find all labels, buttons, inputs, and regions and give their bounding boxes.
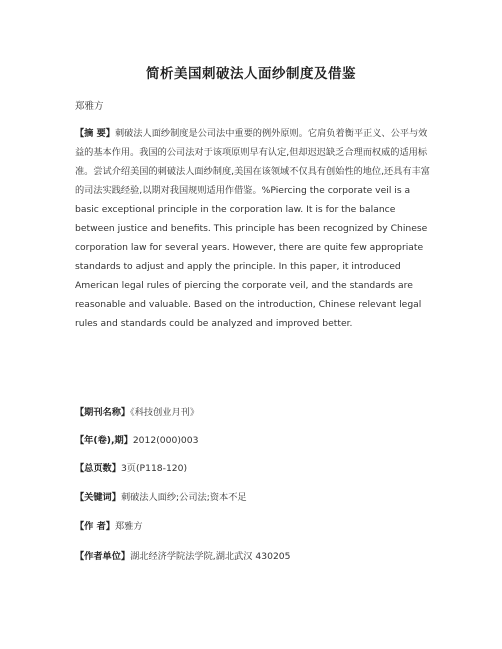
author-value: 郑雅方 [114,521,143,532]
abstract-text: 刺破法人面纱制度是公司法中重要的例外原则。它肩负着衡平正义、公平与效益的基本作用。我国的公司法对于该项原则早有认定,但却迟迟缺乏合理而权威的适用标准。尝试介绍美国的刺破法人面纱制度,美国在该领域不仅具有创始性的地位,还具有丰富的司法实践经验,以期对我国规则适用作借鉴。%Piercing the corporate veil is a basic exceptional principle in the corporation law. It is for the balance between justice and benefits. This principle has been recognized by Chinese corporation law for several years. However, there are quite few appropriate standards to adjust and apply the principle. In this paper, it introduced American legal rules of piercing the corporate veil, and the standards are reasonable and valuable. Based on the introduction, Chinese relevant legal rules and standards could be analyzed and improved better. [75,128,430,329]
journal-label: 【期刊名称】 [75,407,131,418]
affiliation-row [75,548,430,562]
keywords-label: 【关键词】 [75,492,121,503]
journal-value: 《科技创业月刊》 [130,407,200,418]
author-label: 【作 者】 [75,521,115,532]
pages-label: 【总页数】 [75,463,121,474]
keywords-row [75,489,430,503]
volume-row [75,432,430,446]
abstract-paragraph [75,124,430,333]
volume-value: 2012(000)003 [132,435,199,446]
affiliation-value: 湖北经济学院法学院,湖北武汉 430205 [130,551,291,562]
abstract-label: 【摘 要】 [75,128,115,139]
author-name: 郑雅方 [75,101,104,112]
author-row [75,518,430,532]
volume-label: 【年(卷),期】 [75,435,133,446]
pages-row [75,460,430,474]
affiliation-label: 【作者单位】 [75,551,131,562]
pages-value: 3页(P118-120) [120,463,188,474]
document-title: 简析美国刺破法人面纱制度及借鉴 [146,66,356,82]
keywords-value: 刺破法人面纱;公司法;资本不足 [120,492,247,503]
journal-row [75,404,430,418]
